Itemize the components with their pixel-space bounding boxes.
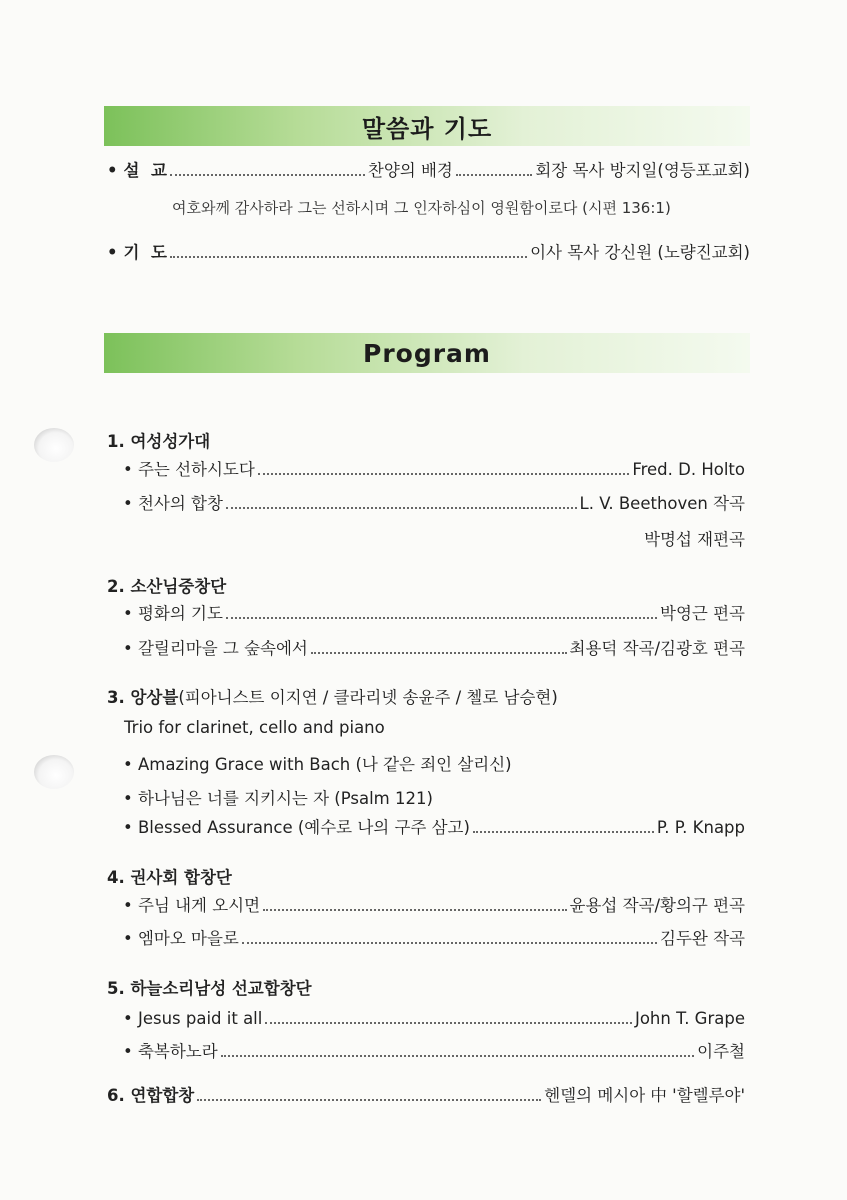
item-title: • 축복하노라 (123, 1042, 218, 1061)
item-title: • 천사의 합창 (123, 494, 223, 513)
leader-dots (242, 942, 657, 944)
section-heading-note: (피아니스트 이지연 / 클라리넷 송윤주 / 첼로 남승현) (178, 688, 558, 707)
program-item (123, 493, 745, 515)
item-title: • 주는 선하시도다 (123, 460, 255, 479)
sermon-title: 찬양의 배경 (367, 161, 453, 180)
program-item: • Amazing Grace with Bach (나 같은 죄인 살리신) (123, 755, 512, 774)
item-title: • 엠마오 마을로 (123, 929, 239, 948)
sermon-verse: 여호와께 감사하라 그는 선하시며 그 인자하심이 영원함이로다 (시편 136:1) (172, 199, 671, 217)
banner-title: Program (363, 338, 491, 368)
leader-dots (456, 174, 532, 176)
leader-dots (170, 174, 365, 176)
section-heading-title: 3. 앙상블 (107, 688, 179, 707)
prayer-row (107, 242, 750, 264)
section-heading: 2. 소산님중창단 (107, 577, 227, 596)
item-credit: 윤용섭 작곡/황의구 편곡 (569, 896, 745, 915)
leader-dots (170, 256, 527, 258)
program-item (123, 459, 745, 481)
leader-dots (197, 1099, 541, 1101)
leader-dots (221, 1055, 694, 1057)
leader-dots (226, 617, 657, 619)
binder-hole-top (34, 428, 74, 462)
item-credit: L. V. Beethoven 작곡 (579, 494, 745, 513)
program-item (123, 895, 745, 917)
leader-dots (263, 909, 567, 911)
item-credit: 최용덕 작곡/김광호 편곡 (569, 639, 745, 658)
program-item (123, 817, 745, 839)
item-credit: 박영근 편곡 (660, 604, 745, 623)
section-heading: 4. 권사회 합창단 (107, 868, 232, 887)
leader-dots (473, 831, 654, 833)
item-credit: 김두완 작곡 (660, 929, 745, 948)
section-heading: 6. 연합합창 (107, 1086, 195, 1105)
leader-dots (226, 507, 577, 509)
program-item: • 하나님은 너를 지키시는 자 (Psalm 121) (123, 789, 433, 808)
program-item (123, 603, 745, 625)
ensemble-subtitle: Trio for clarinet, cello and piano (124, 718, 385, 737)
prayer-label: • 기 도 (107, 243, 167, 262)
sermon-label: • 설 교 (107, 161, 167, 180)
section-heading (107, 684, 558, 708)
sermon-speaker: 회장 목사 방지일(영등포교회) (535, 161, 750, 180)
section-banner-program (104, 333, 750, 373)
section-heading: 5. 하늘소리남성 선교합창단 (107, 979, 312, 998)
item-title: • Jesus paid it all (123, 1009, 263, 1028)
prayer-speaker: 이사 목사 강신원 (노량진교회) (530, 243, 750, 262)
item-credit-secondary: 박명섭 재편곡 (644, 530, 745, 549)
leader-dots (265, 1022, 632, 1024)
banner-title: 말씀과 기도 (361, 114, 493, 143)
item-credit: P. P. Knapp (656, 818, 745, 837)
item-credit: John T. Grape (634, 1009, 745, 1028)
sermon-row (107, 160, 750, 182)
item-title: • 평화의 기도 (123, 604, 223, 623)
item-title: • 주님 내게 오시면 (123, 896, 261, 915)
item-credit: 헨델의 메시아 中 '할렐루야' (544, 1086, 745, 1105)
leader-dots (311, 652, 567, 654)
program-item (123, 638, 745, 660)
program-item (123, 1041, 745, 1063)
section-banner-word-prayer (104, 106, 750, 146)
program-finale-row (107, 1085, 745, 1107)
program-item (123, 1008, 745, 1030)
item-credit: 이주철 (697, 1042, 745, 1061)
item-title: • Blessed Assurance (예수로 나의 구주 삼고) (123, 818, 470, 837)
binder-hole-bottom (34, 755, 74, 789)
leader-dots (258, 473, 630, 475)
section-heading: 1. 여성성가대 (107, 432, 211, 451)
item-credit: Fred. D. Holto (632, 460, 745, 479)
program-item (123, 928, 745, 950)
item-title: • 갈릴리마을 그 숲속에서 (123, 639, 308, 658)
